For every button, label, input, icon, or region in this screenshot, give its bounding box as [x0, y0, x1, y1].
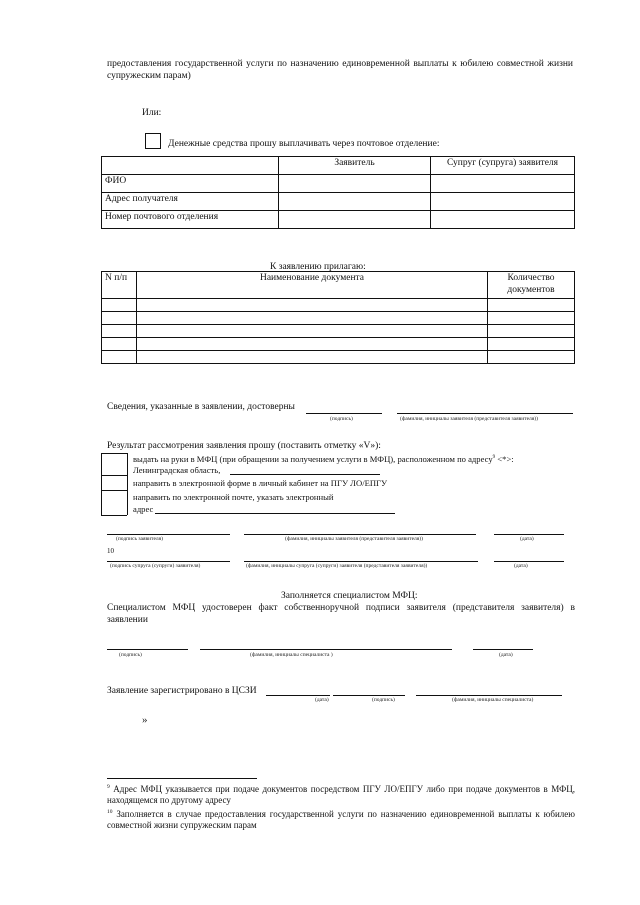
spouse-date-caption: (дата)	[514, 563, 528, 569]
mfc-name-caption: (фамилия, инициалы специалиста )	[250, 652, 333, 658]
spouse-name-caption: (фамилия, инициалы супруга (супруги) заявителя (представителя заявителя))	[246, 563, 428, 569]
applicant-name-caption: (фамилия, инициалы заявителя (представителя заявителя))	[285, 536, 423, 542]
applicant-signature-line[interactable]	[107, 534, 230, 535]
mfc-signature-caption: (подпись)	[119, 652, 142, 658]
mfc-title: Заполняется специалистом МФЦ:	[281, 591, 418, 601]
applicant-name-line[interactable]	[244, 534, 476, 535]
czsi-date-caption: (дата)	[315, 697, 329, 703]
attach-cell[interactable]	[488, 311, 575, 324]
email-address-line[interactable]	[155, 513, 395, 514]
confirm-name-caption: (фамилия, инициалы заявителя (представителя заявителя))	[400, 416, 538, 422]
attach-cell[interactable]	[488, 324, 575, 337]
mfc-date-caption: (дата)	[499, 652, 513, 658]
postal-option-label: Денежные средства прошу выплачивать через почтовое отделение:	[168, 139, 440, 149]
attach-cell[interactable]	[102, 311, 137, 324]
postal-row-label: ФИО	[102, 175, 279, 193]
attach-header-count: Количество документов	[488, 272, 575, 299]
spouse-footnote-ref: 10	[107, 547, 114, 555]
confirm-signature-caption: (подпись)	[330, 416, 353, 422]
mfc-date-line[interactable]	[473, 649, 533, 650]
attach-cell[interactable]	[102, 350, 137, 363]
region-address-line[interactable]	[230, 474, 380, 475]
mfc-name-line[interactable]	[200, 649, 452, 650]
postal-table-header-empty	[102, 157, 279, 175]
confirm-name-line[interactable]	[397, 413, 573, 414]
attach-cell[interactable]	[137, 311, 488, 324]
attach-cell[interactable]	[137, 350, 488, 363]
czsi-date-line[interactable]	[266, 695, 330, 696]
confirm-text: Сведения, указанные в заявлении, достоверны	[107, 402, 295, 412]
postal-checkbox[interactable]	[145, 133, 161, 149]
applicant-signature-caption: (подпись заявителя)	[116, 536, 164, 542]
confirm-signature-line[interactable]	[306, 413, 382, 414]
footnote-10: $^{10}$ Заполняется в случае предоставления государственной услуги по назначению единовременной выплаты к юбилею совместной жизни супружеским парам	[107, 809, 575, 831]
footnote-separator	[107, 778, 257, 779]
result-title: Результат рассмотрения заявления прошу (поставить отметку «V»):	[107, 441, 381, 451]
header-paragraph: предоставления государственной услуги по назначению единовременной выплаты к юбилею совместной жизни супружеским парам)	[107, 59, 573, 81]
applicant-date-caption: (дата)	[520, 536, 534, 542]
postal-table-header-spouse: Супруг (супруга) заявителя	[431, 157, 575, 175]
result-checkbox-cabinet[interactable]	[102, 476, 127, 490]
result-checkbox-email[interactable]	[102, 491, 127, 515]
attach-cell[interactable]	[137, 324, 488, 337]
czsi-signature-line[interactable]	[333, 695, 405, 696]
result-option-email: направить по электронной почте, указать электронный	[133, 492, 334, 502]
quote-mark: »	[142, 714, 148, 726]
spouse-name-line[interactable]	[244, 561, 478, 562]
attach-cell[interactable]	[488, 337, 575, 350]
spouse-date-line[interactable]	[494, 561, 564, 562]
applicant-date-line[interactable]	[494, 534, 564, 535]
czsi-text: Заявление зарегистрировано в ЦСЗИ	[107, 686, 257, 696]
czsi-signature-caption: (подпись)	[372, 697, 395, 703]
mfc-text: Специалистом МФЦ удостоверен факт собственноручной подписи заявителя (представителя заявителя) в заявлении	[107, 603, 575, 625]
postal-row-label: Адрес получателя	[102, 193, 279, 211]
attach-cell[interactable]	[488, 298, 575, 311]
czsi-name-caption: (фамилия, инициалы специалиста)	[452, 697, 534, 703]
spouse-signature-line[interactable]	[107, 561, 230, 562]
result-option-address: адрес	[133, 504, 154, 514]
postal-cell[interactable]	[431, 211, 575, 229]
czsi-name-line[interactable]	[416, 695, 562, 696]
attach-cell[interactable]	[102, 298, 137, 311]
attach-cell[interactable]	[102, 337, 137, 350]
attachments-table	[101, 271, 575, 364]
postal-cell[interactable]	[279, 193, 431, 211]
spouse-signature-caption: (подпись супруга (супруги) заявителя)	[110, 563, 201, 569]
mfc-signature-line[interactable]	[107, 649, 188, 650]
postal-cell[interactable]	[431, 175, 575, 193]
postal-table-header-applicant: Заявитель	[279, 157, 431, 175]
attach-header-num: N п/п	[102, 272, 137, 299]
attach-cell[interactable]	[137, 298, 488, 311]
result-option-region: Ленинградская область,	[133, 465, 221, 475]
result-checkbox-mfc[interactable]	[102, 454, 127, 475]
attach-cell[interactable]	[137, 337, 488, 350]
postal-cell[interactable]	[279, 175, 431, 193]
footnote-ref: 9	[492, 455, 496, 461]
footnote-9: $^9$ Адрес МФЦ указывается при подаче документов посредством ПГУ ЛО/ЕПГУ либо при подаче документов в МФЦ, находящемся по другому адресу	[107, 784, 576, 806]
postal-row-label: Номер почтового отделения	[102, 211, 279, 229]
attach-cell[interactable]	[488, 350, 575, 363]
result-option-cabinet: направить в электронной форме в личный кабинет на ПГУ ЛО/ЕПГУ	[133, 478, 388, 488]
attach-cell[interactable]	[102, 324, 137, 337]
attach-header-name: Наименование документа	[137, 272, 488, 299]
postal-cell[interactable]	[431, 193, 575, 211]
postal-table	[101, 156, 575, 229]
or-label: Или:	[142, 108, 162, 118]
attachments-title: К заявлению прилагаю:	[270, 262, 366, 272]
result-option-mfc: выдать на руки в МФЦ (при обращении за получением услуги в МФЦ), расположенном по адресу$^9$ <*>:	[133, 454, 514, 464]
postal-cell[interactable]	[279, 211, 431, 229]
